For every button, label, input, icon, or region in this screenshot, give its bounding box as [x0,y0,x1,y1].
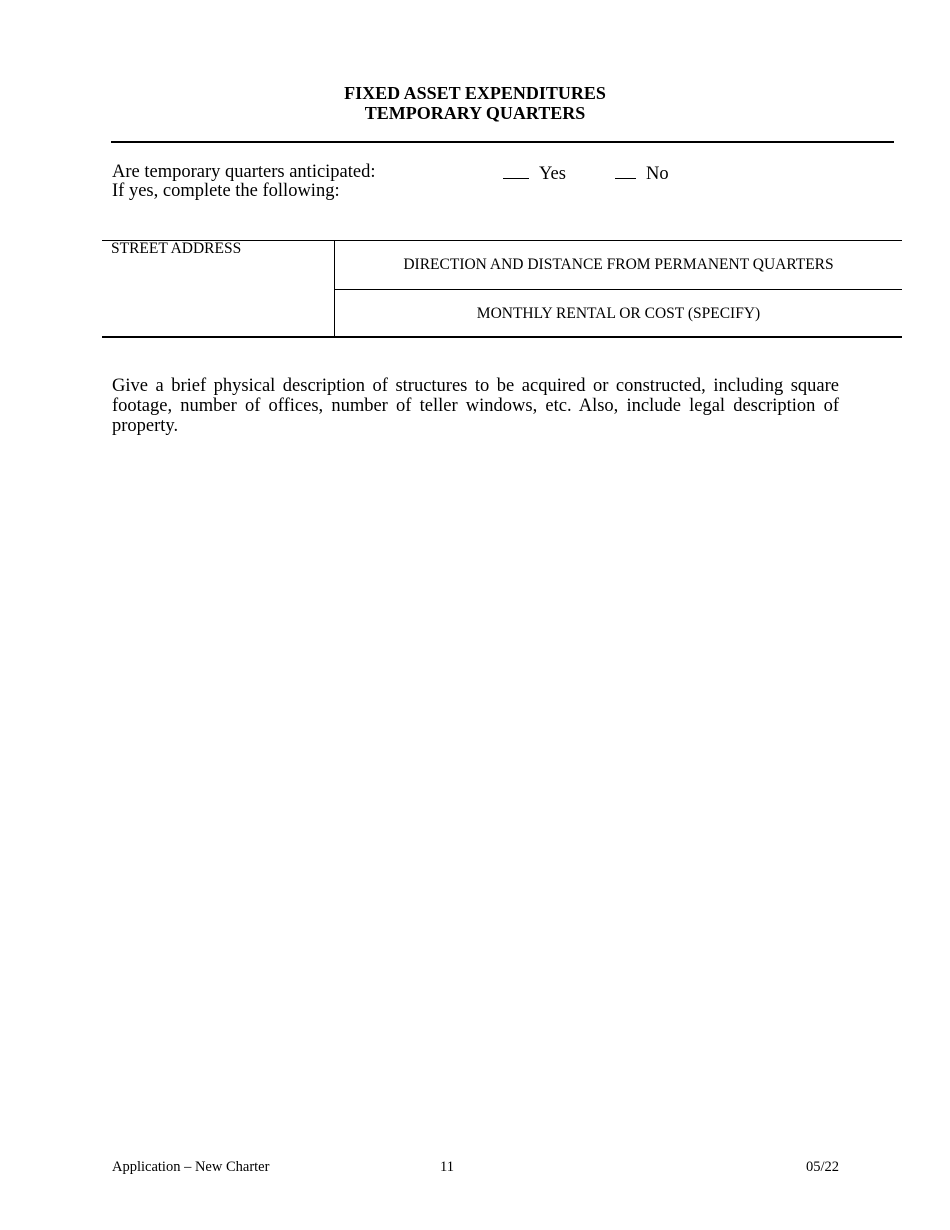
street-address-cell[interactable] [102,241,335,337]
title-line-1: FIXED ASSET EXPENDITURES [344,83,606,103]
question-text: Are temporary quarters anticipated: [112,162,376,182]
direction-distance-label: DIRECTION AND DISTANCE FROM PERMANENT QUARTERS [403,256,834,273]
question-instruction: If yes, complete the following: [112,181,340,201]
header-divider [111,141,894,143]
monthly-rental-label: MONTHLY RENTAL OR COST (SPECIFY) [476,305,761,322]
page-title [0,83,950,123]
footer-page-number: 11 [440,1159,454,1175]
yes-option[interactable] [503,162,566,184]
no-blank[interactable] [615,162,636,179]
street-address-label: STREET ADDRESS [111,240,242,257]
description-instructions: Give a brief physical description of structures to be acquired or constructed, including square footage, number of offices, number of teller windows, etc. Also, include legal description of property. [112,376,839,436]
temporary-quarters-table [102,240,902,338]
yes-blank[interactable] [503,162,529,179]
footer-revision-date: 05/22 [806,1159,840,1175]
no-label: No [646,164,669,184]
yes-label: Yes [539,164,566,184]
direction-distance-cell[interactable] [335,241,902,290]
monthly-rental-cell[interactable] [335,290,902,337]
title-line-2: TEMPORARY QUARTERS [364,103,586,123]
no-option[interactable] [615,162,669,184]
footer-form-name: Application – New Charter [112,1159,270,1175]
